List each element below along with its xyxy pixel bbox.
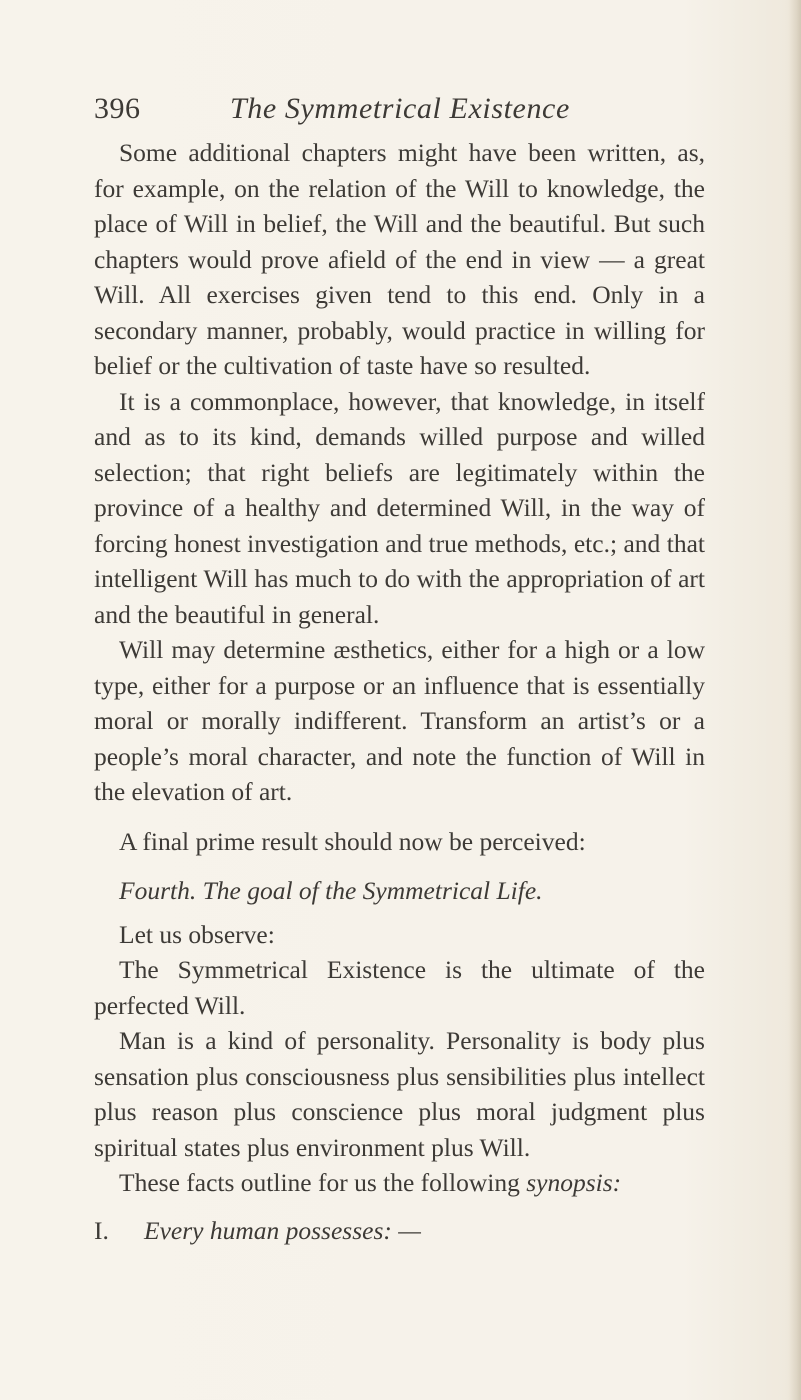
paragraph-9 [94, 1165, 705, 1201]
paragraph-1: Some additional chapters might have been written, as, for example, on the relation of the Will to knowledge, the place of Will in belief, the Will and the beautiful. But such chapters would prove afield of the end in view — a great Will. All exercises given tend to this end. Only in a secondary manner, probably, would practice in willing for belief or the cultivation of taste have so resulted. [94, 138, 705, 380]
page-header [94, 92, 714, 132]
paragraph-7: The Symmetrical Existence is the ultimate of the perfected Will. [94, 955, 705, 1020]
item-text: Every human possesses: — [144, 1215, 421, 1245]
page-number: 396 [94, 92, 141, 125]
running-head: The Symmetrical Existence [230, 92, 570, 125]
paragraph-2: It is a commonplace, however, that knowledge, in itself and as to its kind, demands willed purpose and willed selection; that right beliefs are legitimately within the province of a healthy and determined Will, in the way of forcing honest investigation and true methods, etc.; and that intelligent Will has much to do with the appropriation of art and the beautiful in general. [94, 386, 705, 629]
section-heading: Fourth. The goal of the Symmetrical Life. [119, 876, 543, 905]
item-number: I. [94, 1215, 109, 1245]
paragraph-8: Man is a kind of personality. Personality is body plus sensation plus consciousness plus sensibilities plus intellect plus reason plus conscience plus moral judgment plus spiritual states plus environment plus Will. [94, 1026, 705, 1162]
paragraph-9-text: These facts outline for us the following [119, 1168, 527, 1197]
paragraph-6: Let us observe: [119, 919, 275, 949]
page-body [94, 135, 705, 1248]
paragraph-3: Will may determine æsthetics, either for a high or a low type, either for a purpose or an influence that is essentially moral or morally indifferent. Transform an artist’s or a people’s moral character, and note the function of Will in the elevation of art. [94, 635, 705, 806]
numbered-item [94, 1213, 705, 1249]
paragraph-4: A final prime result should now be perceived: [119, 826, 586, 856]
synopsis-word: synopsis: [526, 1168, 622, 1197]
page-edge-shadow [789, 0, 801, 1400]
